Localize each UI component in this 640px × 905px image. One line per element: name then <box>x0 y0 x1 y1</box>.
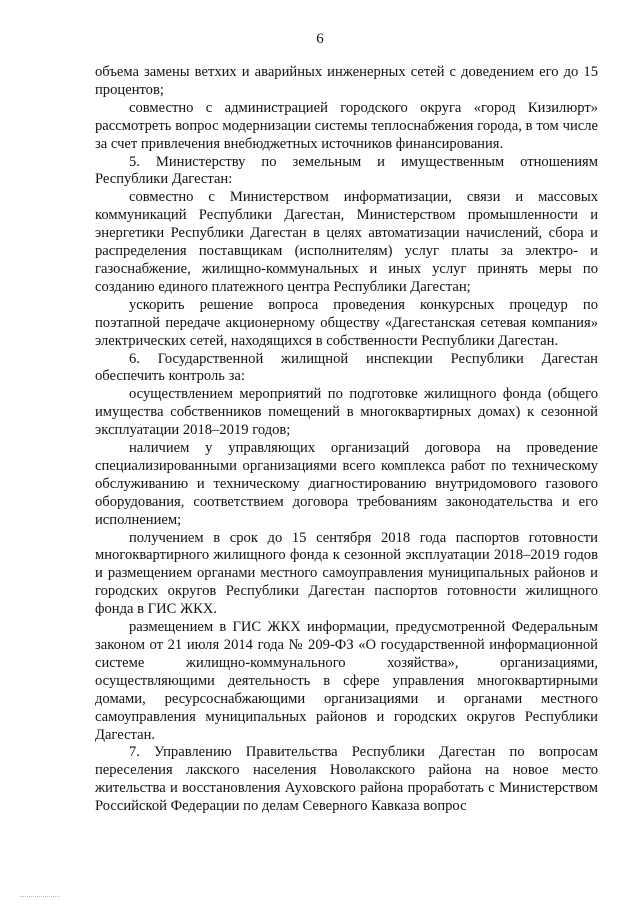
paragraph-continuation: объема замены ветхих и аварийных инженерных сетей с доведением его до 15 процентов; <box>95 64 598 98</box>
paragraph-payment-center: совместно с Министерством информатизации, связи и массовых коммуникаций Республики Дагестан, Министерством промышленности и энергетики Республики Дагестан в целях автоматизации начислений, сбора и распределения поставщикам (исполнителям) услуг платы за электро- и газоснабжение, жилищно-коммунальных и иных услуг принять меры по созданию единого платежного центра Республики Дагестан; <box>95 189 598 295</box>
paragraph-item-6-heading: 6. Государственной жилищной инспекции Республики Дагестан обеспечить контроль за: <box>95 350 598 385</box>
paragraph-item-5-heading: 5. Министерству по земельным и имущественным отношениям Республики Дагестан: <box>95 153 598 188</box>
paragraph-gis-zhkh: размещением в ГИС ЖКХ информации, предусмотренной Федеральным законом от 21 июля 2014 года № 209-ФЗ «О государственной информационной системе жилищно-коммунального хозяйства», организациями, осуществляющими деятельность в сфере управления многоквартирными домами, ресурсоснабжающими организациями и органами местного самоуправления муниципальных районов и городских округов Республики Дагестан. <box>95 619 598 743</box>
page-number: 6 <box>316 31 324 47</box>
paragraph-kiziliurt-heating: совместно с администрацией городского округа «город Кизилюрт» рассмотреть вопрос модернизации системы теплоснабжения города, в том числе за счет привлечения внебюджетных источников финансирования. <box>95 99 598 152</box>
scan-artifact <box>20 896 60 903</box>
paragraph-gas-equipment: наличием у управляющих организаций договора на проведение специализированными организациями всего комплекса работ по техническому обслуживанию и техническому диагностированию внутридомового газового оборудования, соответствием договора требованиям законодательства и его исполнением; <box>95 440 598 528</box>
paragraph-item-7-resettlement: 7. Управлению Правительства Республики Дагестан по вопросам переселения лакского населения Новолакского района на новое место жительства и восстановления Ауховского района проработать с Министерством Российской Федерации по делам Северного Кавказа вопрос <box>95 744 598 815</box>
paragraph-electric-networks: ускорить решение вопроса проведения конкурсных процедур по поэтапной передаче акционерному обществу «Дагестанская сетевая компания» электрических сетей, находящихся в собственности Республики Дагестан. <box>95 296 598 349</box>
document-body <box>95 64 598 816</box>
paragraph-housing-preparation: осуществлением мероприятий по подготовке жилищного фонда (общего имущества собственников помещений в многоквартирных домах) к сезонной эксплуатации 2018–2019 годов; <box>95 386 598 439</box>
paragraph-readiness-passports: получением в срок до 15 сентября 2018 года паспортов готовности многоквартирного жилищного фонда к сезонной эксплуатации 2018–2019 годов и размещением органами местного самоуправления муниципальных районов и городских округов Республики Дагестан паспортов готовности жилищного фонда в ГИС ЖКХ. <box>95 529 598 618</box>
